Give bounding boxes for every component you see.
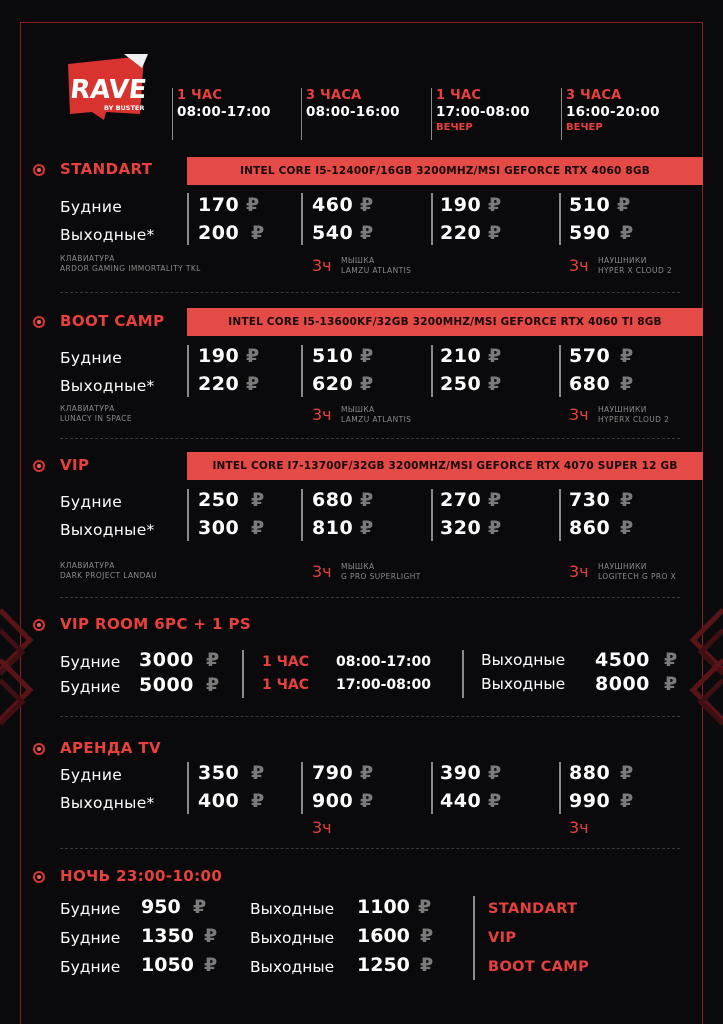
column-divider (187, 193, 189, 245)
headset-info: НАУШНИКИ HYPERX CLOUD 2 (598, 405, 670, 424)
ruble-sign: ₽ (360, 762, 374, 784)
label-weekends: Выходные (481, 651, 566, 669)
ruble-sign: ₽ (204, 954, 218, 976)
price: 950 (141, 896, 181, 918)
section-bullet-icon (33, 316, 45, 328)
header-duration: 3 ЧАСА (306, 88, 362, 103)
price: 200 (198, 222, 240, 244)
price: 680 (312, 489, 354, 511)
section-title-viproom: VIP ROOM 6PC + 1 PS (60, 615, 252, 633)
header-note: ВЕЧЕР (566, 122, 603, 133)
ruble-sign: ₽ (488, 194, 502, 216)
column-divider (559, 345, 561, 397)
price: 540 (312, 222, 354, 244)
right-stripes-decoration (683, 600, 723, 780)
column-divider (431, 489, 433, 541)
price: 880 (569, 762, 611, 784)
column-divider (431, 762, 433, 814)
label-weekends: Выходные* (60, 521, 155, 539)
header-col-1 (172, 88, 271, 140)
specs-banner-standart: INTEL CORE I5-12400F/16GB 3200MHZ/MSI GEFORCE RTX 4060 8GB (187, 157, 703, 185)
column-divider (301, 762, 303, 814)
ruble-sign: ₽ (620, 222, 634, 244)
header-duration: 1 ЧАС (177, 88, 223, 103)
ruble-sign: ₽ (246, 194, 260, 216)
header-col-2 (301, 88, 400, 140)
price: 900 (312, 790, 354, 812)
three-hours-mark: 3ч (569, 818, 589, 837)
section-bullet-icon (33, 871, 45, 883)
ruble-sign: ₽ (420, 925, 434, 947)
label-weekdays: Будние (60, 653, 121, 671)
price: 250 (440, 373, 482, 395)
label-weekends: Выходные (481, 675, 566, 693)
specs-banner-vip: INTEL CORE I7-13700F/32GB 3200MHZ/MSI GEFORCE RTX 4070 SUPER 12 GB (187, 452, 703, 480)
column-divider (187, 345, 189, 397)
ruble-sign: ₽ (251, 517, 265, 539)
section-title-tv: АРЕНДА TV (60, 739, 162, 757)
ruble-sign: ₽ (620, 373, 634, 395)
section-title-bootcamp: BOOT CAMP (60, 312, 165, 330)
ruble-sign: ₽ (488, 762, 502, 784)
column-divider (301, 345, 303, 397)
header-duration: 1 ЧАС (436, 88, 482, 103)
night-tariff-bootcamp: BOOT CAMP (488, 959, 590, 975)
header-col-3 (431, 88, 530, 140)
price: 590 (569, 222, 611, 244)
ruble-sign: ₽ (251, 790, 265, 812)
mouse-info: МЫШКА LAMZU ATLANTIS (341, 405, 412, 424)
label-weekends: Выходные (250, 958, 335, 976)
section-title-vip: VIP (60, 456, 90, 474)
three-hours-mark: 3ч (312, 405, 332, 424)
dashed-separator (60, 292, 680, 293)
price: 860 (569, 517, 611, 539)
ruble-sign: ₽ (617, 194, 631, 216)
ruble-sign: ₽ (420, 954, 434, 976)
price: 570 (569, 345, 611, 367)
three-hours-mark: 3ч (569, 405, 589, 424)
price: 300 (198, 517, 240, 539)
price: 220 (440, 222, 482, 244)
logo-text: RAVE (68, 75, 149, 105)
price: 1250 (357, 954, 410, 976)
duration-label: 1 ЧАС (262, 677, 310, 693)
ruble-sign: ₽ (360, 194, 374, 216)
ruble-sign: ₽ (620, 345, 634, 367)
price: 390 (440, 762, 482, 784)
header-time: 08:00-16:00 (306, 104, 400, 120)
ruble-sign: ₽ (246, 373, 260, 395)
three-hours-mark: 3ч (569, 256, 589, 275)
ruble-sign: ₽ (488, 517, 502, 539)
section-title-standart: STANDART (60, 160, 153, 178)
ruble-sign: ₽ (206, 649, 220, 671)
column-divider (301, 193, 303, 245)
price: 210 (440, 345, 482, 367)
three-hours-mark: 3ч (569, 562, 589, 581)
price: 510 (569, 194, 611, 216)
time-range: 17:00-08:00 (336, 677, 431, 693)
ruble-sign: ₽ (360, 790, 374, 812)
label-weekdays: Будние (60, 678, 121, 696)
price: 810 (312, 517, 354, 539)
duration-label: 1 ЧАС (262, 654, 310, 670)
dashed-separator (60, 848, 680, 849)
header-col-4 (561, 88, 660, 140)
price: 190 (440, 194, 482, 216)
logo-subtext: BY BUSTER (104, 104, 145, 112)
headset-info: НАУШНИКИ LOGITECH G PRO X (598, 562, 677, 581)
section-bullet-icon (33, 164, 45, 176)
ruble-sign: ₽ (360, 517, 374, 539)
ruble-sign: ₽ (664, 673, 678, 695)
dashed-separator (60, 716, 680, 717)
column-divider (187, 762, 189, 814)
dashed-separator (60, 597, 680, 598)
ruble-sign: ₽ (360, 222, 374, 244)
ruble-sign: ₽ (488, 222, 502, 244)
label-weekdays: Будние (60, 493, 123, 511)
price: 1350 (141, 925, 194, 947)
header-duration: 3 ЧАСА (566, 88, 622, 103)
column-divider (462, 650, 464, 698)
night-tariff-vip: VIP (488, 930, 517, 946)
column-divider (559, 193, 561, 245)
price: 510 (312, 345, 354, 367)
label-weekends: Выходные* (60, 377, 155, 395)
label-weekends: Выходные* (60, 794, 155, 812)
ruble-sign: ₽ (488, 790, 502, 812)
section-bullet-icon (33, 460, 45, 472)
three-hours-mark: 3ч (312, 256, 332, 275)
column-divider (242, 650, 244, 698)
ruble-sign: ₽ (418, 896, 432, 918)
label-weekdays: Будние (60, 900, 121, 918)
label-weekends: Выходные (250, 929, 335, 947)
price: 730 (569, 489, 611, 511)
ruble-sign: ₽ (204, 925, 218, 947)
ruble-sign: ₽ (251, 762, 265, 784)
header-time: 16:00-20:00 (566, 104, 660, 120)
time-range: 08:00-17:00 (336, 654, 431, 670)
price: 790 (312, 762, 354, 784)
price: 1600 (357, 925, 410, 947)
column-divider (301, 489, 303, 541)
ruble-sign: ₽ (193, 896, 207, 918)
column-divider (559, 489, 561, 541)
price: 1100 (357, 896, 410, 918)
label-weekdays: Будние (60, 766, 123, 784)
specs-banner-bootcamp: INTEL CORE I5-13600KF/32GB 3200MHZ/MSI GEFORCE RTX 4060 TI 8GB (187, 308, 703, 336)
price: 1050 (141, 954, 194, 976)
price: 5000 (139, 674, 194, 696)
section-bullet-icon (33, 743, 45, 755)
ruble-sign: ₽ (620, 762, 634, 784)
column-divider (473, 896, 475, 980)
price: 250 (198, 489, 240, 511)
label-weekdays: Будние (60, 198, 123, 216)
keyboard-info: КЛАВИАТУРА DARK PROJECT LANDAU (60, 561, 158, 580)
label-weekdays: Будние (60, 958, 121, 976)
ruble-sign: ₽ (488, 489, 502, 511)
column-divider (431, 193, 433, 245)
ruble-sign: ₽ (246, 345, 260, 367)
three-hours-mark: 3ч (312, 562, 332, 581)
price: 190 (198, 345, 240, 367)
header-note: ВЕЧЕР (436, 122, 473, 133)
ruble-sign: ₽ (360, 489, 374, 511)
ruble-sign: ₽ (360, 373, 374, 395)
price: 350 (198, 762, 240, 784)
mouse-info: МЫШКА LAMZU ATLANTIS (341, 256, 412, 275)
label-weekends: Выходные* (60, 226, 155, 244)
price: 460 (312, 194, 354, 216)
label-weekdays: Будние (60, 929, 121, 947)
rave-logo (64, 54, 150, 134)
ruble-sign: ₽ (360, 345, 374, 367)
ruble-sign: ₽ (251, 222, 265, 244)
header-time: 08:00-17:00 (177, 104, 271, 120)
night-tariff-standart: STANDART (488, 901, 578, 917)
label-weekdays: Будние (60, 349, 123, 367)
price: 270 (440, 489, 482, 511)
price: 220 (198, 373, 240, 395)
price: 4500 (595, 649, 650, 671)
ruble-sign: ₽ (251, 489, 265, 511)
header-time: 17:00-08:00 (436, 104, 530, 120)
label-weekends: Выходные (250, 900, 335, 918)
section-bullet-icon (33, 619, 45, 631)
price: 3000 (139, 649, 194, 671)
ruble-sign: ₽ (620, 790, 634, 812)
section-title-night: НОЧЬ 23:00-10:00 (60, 867, 223, 885)
three-hours-mark: 3ч (312, 818, 332, 837)
column-divider (431, 345, 433, 397)
price: 990 (569, 790, 611, 812)
price: 680 (569, 373, 611, 395)
column-divider (187, 489, 189, 541)
price: 170 (198, 194, 240, 216)
column-divider (559, 762, 561, 814)
headset-info: НАУШНИКИ HYPER X CLOUD 2 (598, 256, 673, 275)
ruble-sign: ₽ (206, 674, 220, 696)
ruble-sign: ₽ (488, 373, 502, 395)
price: 8000 (595, 673, 650, 695)
price: 440 (440, 790, 482, 812)
mouse-info: МЫШКА G PRO SUPERLIGHT (341, 562, 421, 581)
ruble-sign: ₽ (488, 345, 502, 367)
price: 400 (198, 790, 240, 812)
keyboard-info: КЛАВИАТУРА ARDOR GAMING IMMORTALITY TKL (60, 254, 201, 273)
dashed-separator (60, 438, 680, 439)
keyboard-info: КЛАВИАТУРА LUNACY IN SPACE (60, 404, 132, 423)
price: 620 (312, 373, 354, 395)
ruble-sign: ₽ (664, 649, 678, 671)
price: 320 (440, 517, 482, 539)
ruble-sign: ₽ (620, 489, 634, 511)
ruble-sign: ₽ (620, 517, 634, 539)
